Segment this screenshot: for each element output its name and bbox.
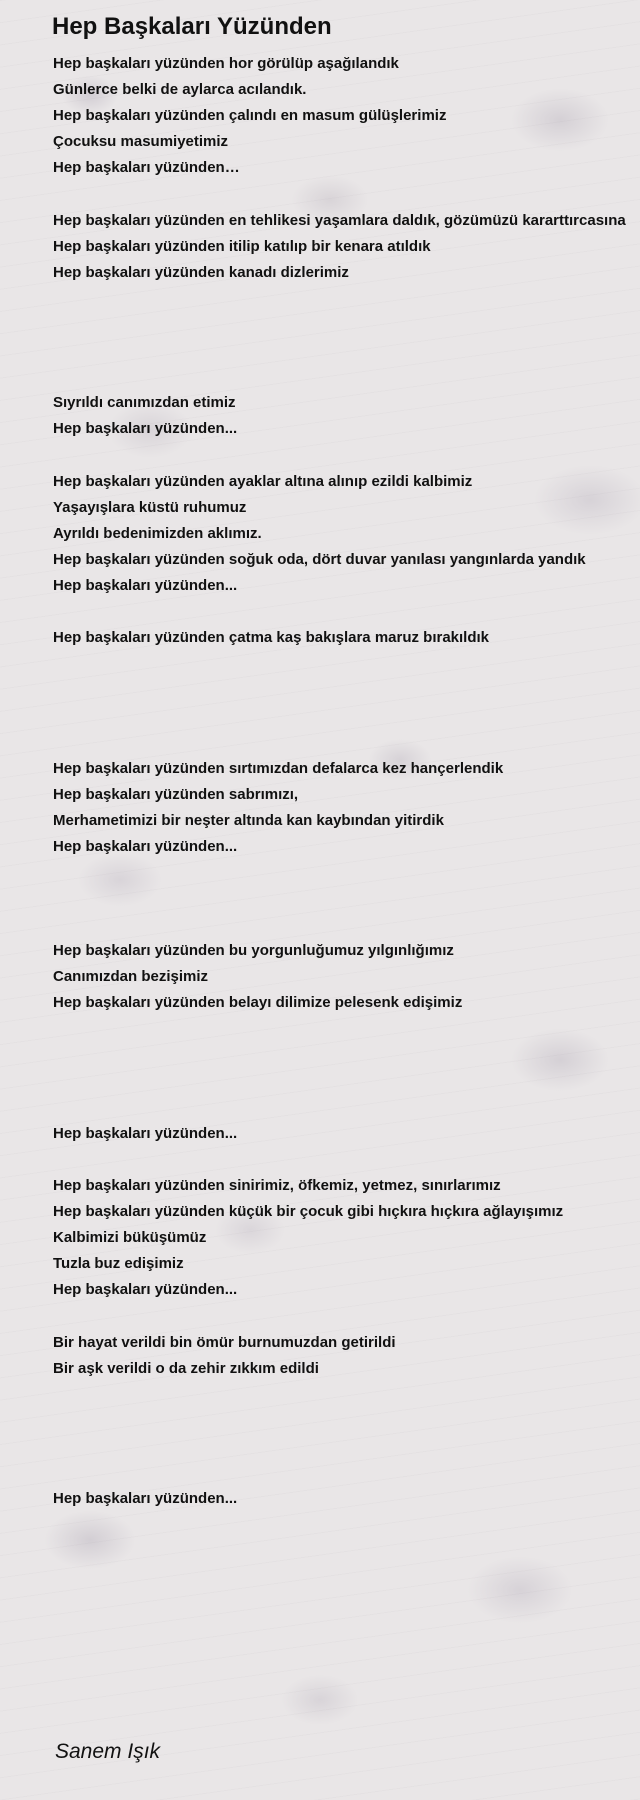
poem-line: Hep başkaları yüzünden... [53,420,238,438]
poem-blank-line [53,912,638,938]
poem-line: Bir aşk verildi o da zehir zıkkım edildi [53,1359,319,1377]
poem-line: Hep başkaları yüzünden en tehlikesi yaşamlara daldık, gözümüzü kararttırcasına [53,211,626,229]
poem-line: Sıyrıldı canımızdan etimiz [53,394,236,412]
poem-blank-line [53,1434,638,1460]
poem-body [53,51,638,1512]
poem-line: Ayrıldı bedenimizden aklımız. [53,524,262,542]
poem-line: Hep başkaları yüzünden soğuk oda, dört duvar yanılası yangınlarda yandık [53,550,586,568]
poem-line: Hep başkaları yüzünden... [53,1490,238,1508]
poem-line: Hep başkaları yüzünden itilip katılıp bir kenara atıldık [53,237,431,255]
poem-blank-line [53,1460,638,1486]
poem-blank-line [53,1147,638,1173]
poem-line: Hep başkaları yüzünden... [53,1124,238,1142]
poem-line: Günlerce belki de aylarca acılandık. [53,81,307,99]
poem-blank-line [53,1304,638,1330]
poem-blank-line [53,1095,638,1121]
poem-line: Hep başkaları yüzünden ayaklar altına alınıp ezildi kalbimiz [53,472,473,490]
poem-blank-line [53,677,638,703]
poem-blank-line [53,599,638,625]
poem-blank-line [53,312,638,338]
poem-line: Hep başkaları yüzünden... [53,1281,238,1299]
poem-line: Çocuksu masumiyetimiz [53,133,229,151]
poem-blank-line [53,1016,638,1042]
poem-blank-line [53,703,638,729]
poem-blank-line [53,1069,638,1095]
poem-blank-line [53,364,638,390]
poem-blank-line [53,181,638,207]
poem-line: Hep başkaları yüzünden belayı dilimize pelesenk edişimiz [53,994,463,1012]
author-signature: Sanem Işık [55,1740,161,1763]
poem-line: Merhametimizi bir neşter altında kan kaybından yitirdik [53,811,444,829]
poem-blank-line [53,886,638,912]
poem-line: Hep başkaları yüzünden çatma kaş bakışlara maruz bırakıldık [53,629,490,647]
poem-blank-line [53,286,638,312]
poem-line: Hep başkaları yüzünden bu yorgunluğumuz yılgınlığımız [53,942,454,960]
poem-line: Canımızdan bezişimiz [53,968,209,986]
poem-title: Hep Başkaları Yüzünden [52,13,332,40]
poem-line: Hep başkaları yüzünden çalındı en masum gülüşlerimiz [53,107,447,125]
poem-line: Kalbimizi büküşümüz [53,1229,207,1247]
poem-line: Hep başkaları yüzünden kanadı dizlerimiz [53,263,349,281]
poem-blank-line [53,1382,638,1408]
poem-line: Hep başkaları yüzünden küçük bir çocuk gibi hıçkıra hıçkıra ağlayışımız [53,1203,564,1221]
poem-blank-line [53,651,638,677]
poem-line: Hep başkaları yüzünden hor görülüp aşağılandık [53,55,399,72]
poem-line: Hep başkaları yüzünden... [53,837,238,855]
poem-blank-line [53,860,638,886]
poem-line: Hep başkaları yüzünden sırtımızdan defalarca kez hançerlendik [53,759,504,777]
poem-blank-line [53,1043,638,1069]
poem-blank-line [53,338,638,364]
poem-blank-line [53,1408,638,1434]
poem-blank-line [53,442,638,468]
poem-line: Hep başkaları yüzünden… [53,159,240,177]
poem-line: Tuzla buz edişimiz [53,1255,184,1273]
poem-blank-line [53,729,638,755]
poem-line: Bir hayat verildi bin ömür burnumuzdan getirildi [53,1333,396,1351]
poem-line: Hep başkaları yüzünden sabrımızı, [53,785,299,803]
poem-line: Hep başkaları yüzünden sinirimiz, öfkemiz, yetmez, sınırlarımız [53,1177,501,1195]
poem-line: Hep başkaları yüzünden... [53,576,238,594]
poem-line: Yaşayışlara küstü ruhumuz [53,498,247,516]
